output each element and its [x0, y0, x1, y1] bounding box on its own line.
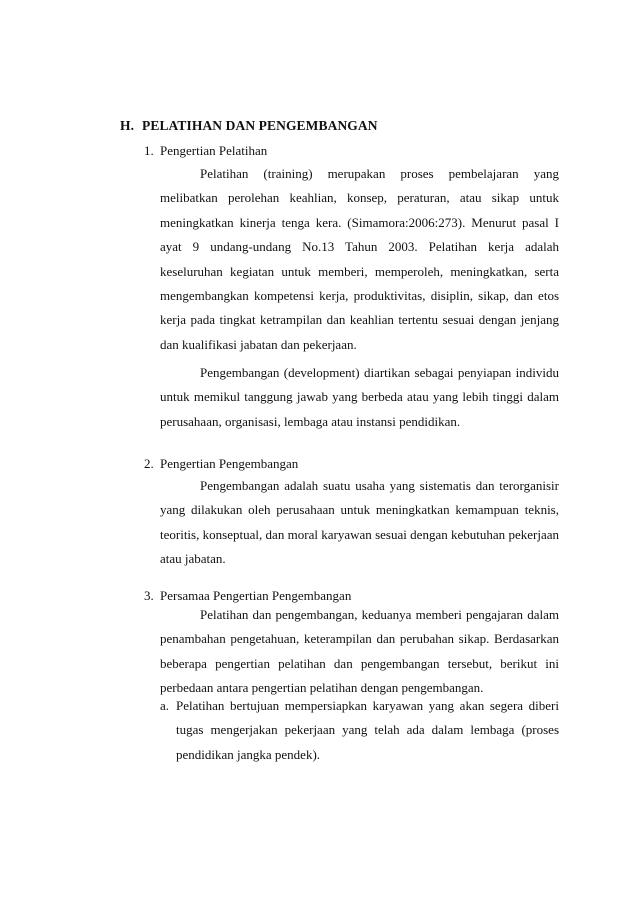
paragraph-text: Pelatihan (training) merupakan proses pembelajaran yang melibatkan perolehan keahlian, konsep, peraturan, atau sikap untuk meningkatkan kinerja tenga kera. (Simamora:2006:273). Menurut pasal I ayat 9 undang-undang No.13 Tahun 2003. Pelatihan kerja adalah keseluruhan kegiatan untuk memberi, memperoleh, meningkatkan, serta mengembangkan kompetensi kerja, produktivitas, disiplin, sikap, dan etos kerja pada tingkat ketrampilan dan keahlian tertentu sesuai dengan jenjang dan kualifikasi jabatan dan pekerjaan.: [160, 166, 559, 352]
paragraph-pengembangan: [160, 474, 559, 572]
subsection-number: 2.: [144, 456, 154, 471]
subsection-title: Pengertian Pelatihan: [160, 143, 268, 158]
subsection-number: 1.: [144, 143, 154, 158]
subsection-title: Pengertian Pengembangan: [160, 456, 299, 471]
list-item: [160, 694, 559, 767]
subsection-3-title: [144, 588, 351, 604]
paragraph-text: Pelatihan dan pengembangan, keduanya memberi pengajaran dalam penambahan pengetahuan, keterampilan dan perubahan sikap. Berdasarkan beberapa pengertian pelatihan dan pengembangan tersebut, berikut ini perbedaan antara pengertian pelatihan dengan pengembangan.: [160, 607, 559, 696]
section-heading: [120, 118, 378, 134]
subsection-1-title: [144, 143, 267, 159]
heading-title: PELATIHAN DAN PENGEMBANGAN: [142, 118, 378, 133]
subsection-2-title: [144, 456, 298, 472]
heading-letter: H.: [120, 118, 135, 133]
paragraph-persamaan: [160, 603, 559, 701]
subsection-title: Persamaa Pengertian Pengembangan: [160, 588, 352, 603]
list-marker: a.: [160, 698, 170, 713]
subsection-number: 3.: [144, 588, 154, 603]
paragraph-text: Pengembangan adalah suatu usaha yang sistematis dan terorganisir yang dilakukan oleh perusahaan untuk meningkatkan kemampuan teknis, teoritis, konseptual, dan moral karyawan sesuai dengan kebutuhan pekerjaan atau jabatan.: [160, 478, 559, 567]
paragraph-text: Pengembangan (development) diartikan sebagai penyiapan individu untuk memikul tanggung jawab yang berbeda atau yang lebih tinggi dalam perusahaan, organisasi, lembaga atau instansi pendidikan.: [160, 365, 559, 429]
paragraph-pelatihan: [160, 162, 559, 357]
list-item-text: Pelatihan bertujuan mempersiapkan karyawan yang akan segera diberi tugas mengerjakan pekerjaan yang telah ada dalam lembaga (proses pendidikan jangka pendek).: [176, 698, 559, 762]
paragraph-pengembangan-definition: [160, 361, 559, 434]
